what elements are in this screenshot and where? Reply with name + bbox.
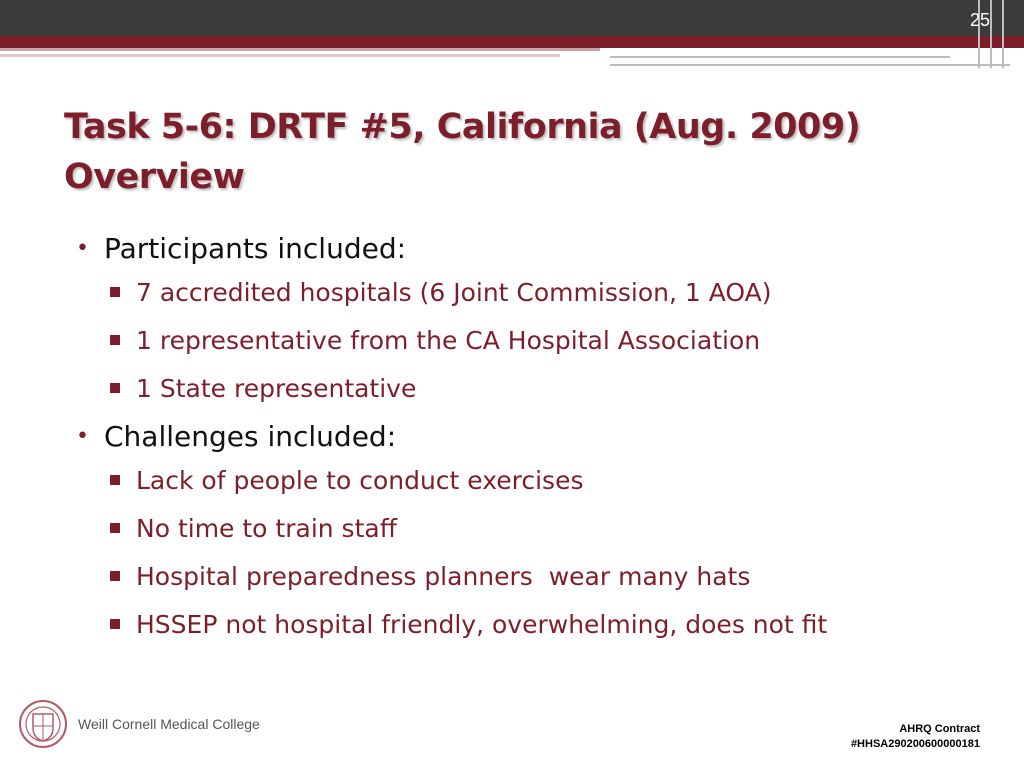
sub-bullet-text: No time to train staff: [136, 514, 397, 543]
top-bar: [0, 0, 1024, 36]
sub-bullet-text: Hospital preparedness planners wear many hats: [136, 562, 751, 591]
sub-bullet: [76, 512, 996, 546]
sub-bullet-text: Lack of people to conduct exercises: [136, 466, 584, 495]
sub-bullet-text: HSSEP not hospital friendly, overwhelming, does not fit: [136, 610, 828, 639]
college-seal-icon: [18, 698, 68, 750]
contract-line-2: #HHSA290200600000181: [850, 738, 980, 750]
square-bullet-icon: [110, 619, 120, 629]
sub-bullet: [76, 276, 996, 310]
contract-line-1: AHRQ Contract: [899, 723, 980, 735]
title-line-2: Overview: [64, 157, 245, 197]
bullet-participants: [76, 232, 996, 266]
square-bullet-icon: [110, 335, 120, 345]
college-name: Weill Cornell Medical College: [78, 716, 260, 732]
square-bullet-icon: [110, 383, 120, 393]
decor-stripe: [0, 48, 600, 51]
decor-line: [990, 0, 992, 68]
top-bar-accent: [0, 36, 1024, 48]
bullet-text: Participants included:: [104, 232, 407, 265]
bullet-dot: •: [76, 424, 89, 449]
decor-stripe: [0, 54, 560, 57]
square-bullet-icon: [110, 571, 120, 581]
bullet-challenges: [76, 420, 996, 454]
sub-bullet-text: 1 State representative: [136, 374, 417, 403]
slide-title: [64, 102, 964, 202]
sub-bullet-text: 1 representative from the CA Hospital Association: [136, 326, 761, 355]
square-bullet-icon: [110, 287, 120, 297]
slide-body: [76, 226, 996, 656]
sub-bullet: [76, 324, 996, 358]
square-bullet-icon: [110, 475, 120, 485]
bullet-dot: •: [76, 236, 89, 261]
contract-info: [851, 722, 980, 752]
sub-bullet: [76, 372, 996, 406]
square-bullet-icon: [110, 523, 120, 533]
decor-line: [610, 56, 950, 58]
sub-bullet: [76, 464, 996, 498]
title-line-1: Task 5-6: DRTF #5, California (Aug. 2009): [64, 107, 861, 147]
decor-line: [610, 64, 1010, 66]
sub-bullet: [76, 608, 996, 642]
decor-line: [1002, 0, 1004, 68]
bullet-text: Challenges included:: [104, 420, 397, 453]
sub-bullet-text: 7 accredited hospitals (6 Joint Commission, 1 AOA): [136, 278, 772, 307]
slide-number: 25: [969, 10, 990, 30]
sub-bullet: [76, 560, 996, 594]
